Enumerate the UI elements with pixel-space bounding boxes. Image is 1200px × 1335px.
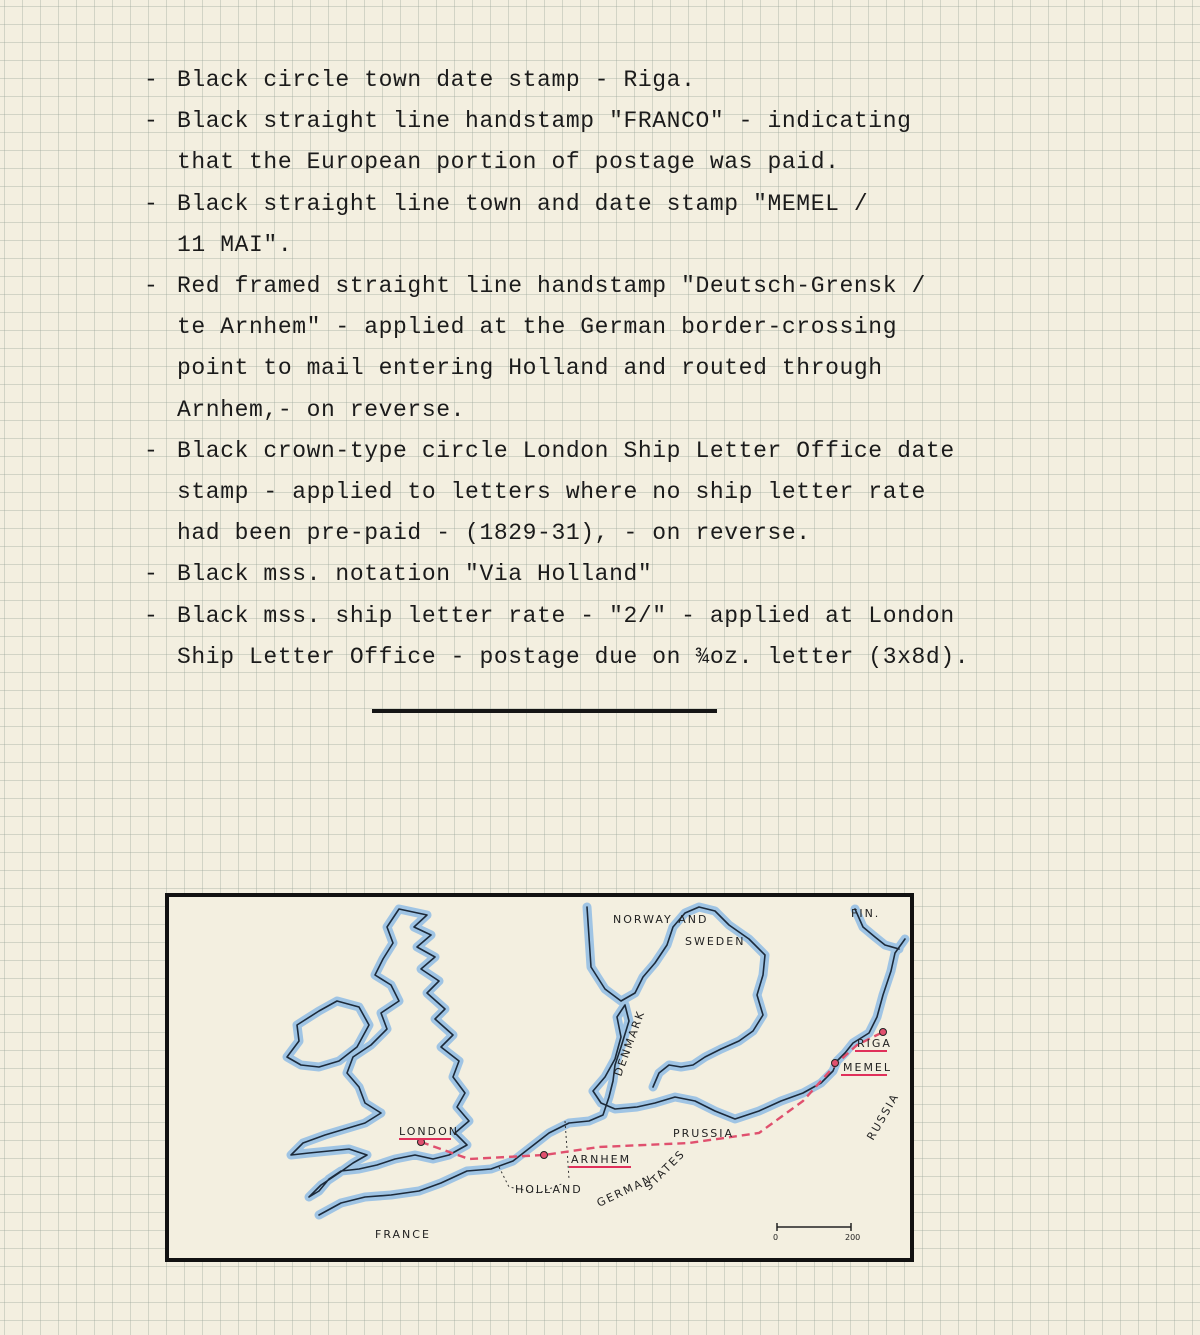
note-line: Black mss. ship letter rate - "2/" - applied at London bbox=[177, 602, 955, 629]
note-bullet: - bbox=[144, 67, 159, 93]
label-arnhem: ARNHEM bbox=[571, 1153, 632, 1166]
label-russia: RUSSIA bbox=[864, 1090, 902, 1143]
note-line: te Arnhem" - applied at the German border-crossing bbox=[177, 314, 898, 341]
note-line: Arnhem,- on reverse. bbox=[177, 396, 466, 423]
label-fin: FIN. bbox=[851, 907, 881, 920]
note-item bbox=[142, 60, 1152, 101]
label-riga: RIGA bbox=[857, 1037, 892, 1050]
note-item bbox=[142, 266, 1152, 431]
mail-route bbox=[421, 1032, 883, 1159]
note-item bbox=[142, 101, 1152, 183]
scale-end-label: 200 bbox=[845, 1233, 861, 1242]
note-line: Black mss. notation "Via Holland" bbox=[177, 561, 653, 588]
note-item bbox=[142, 431, 1152, 555]
note-line: stamp - applied to letters where no ship letter rate bbox=[177, 479, 926, 506]
scale-start-label: 0 bbox=[773, 1233, 779, 1242]
note-item bbox=[142, 184, 1152, 266]
label-holland: HOLLAND bbox=[515, 1183, 583, 1196]
separator-rule bbox=[372, 709, 717, 713]
riga-dot bbox=[880, 1029, 887, 1036]
label-sweden: SWEDEN bbox=[685, 935, 746, 948]
label-france: FRANCE bbox=[375, 1228, 431, 1241]
note-line: Black straight line handstamp "FRANCO" - indicating bbox=[177, 108, 912, 135]
note-bullet: - bbox=[144, 190, 159, 217]
note-line: that the European portion of postage was paid. bbox=[177, 149, 840, 176]
label-london: LONDON bbox=[399, 1125, 459, 1138]
notes-list bbox=[142, 60, 1152, 678]
note-line: Black circle town date stamp - Riga. bbox=[177, 67, 696, 93]
label-denmark: DENMARK bbox=[611, 1008, 648, 1079]
arnhem-dot bbox=[541, 1152, 548, 1159]
note-line: Red framed straight line handstamp "Deutsch-Grensk / bbox=[177, 273, 926, 300]
note-line: Black crown-type circle London Ship Letter Office date bbox=[177, 437, 955, 464]
note-bullet: - bbox=[144, 273, 159, 300]
note-item bbox=[142, 596, 1152, 678]
label-states: STATES bbox=[641, 1147, 689, 1194]
note-bullet: - bbox=[144, 561, 159, 588]
note-line: point to mail entering Holland and routed through bbox=[177, 355, 883, 382]
note-bullet: - bbox=[144, 602, 159, 629]
note-line: had been pre-paid - (1829-31), - on reverse. bbox=[177, 520, 811, 547]
label-memel: MEMEL bbox=[843, 1061, 893, 1074]
label-prussia: PRUSSIA bbox=[673, 1127, 735, 1140]
note-bullet: - bbox=[144, 108, 159, 135]
route-map bbox=[165, 893, 914, 1262]
memel-dot bbox=[832, 1060, 839, 1067]
note-line: Ship Letter Office - postage due on ¾oz. letter (3x8d). bbox=[177, 643, 970, 670]
coast-halo bbox=[287, 907, 905, 1215]
note-line: Black straight line town and date stamp "MEMEL / bbox=[177, 190, 869, 217]
note-item bbox=[142, 554, 1152, 595]
label-norway: NORWAY AND bbox=[613, 913, 709, 926]
label-german: GERMAN bbox=[594, 1172, 655, 1210]
note-line: 11 MAI". bbox=[177, 231, 293, 258]
map-svg bbox=[169, 897, 910, 1258]
note-bullet: - bbox=[144, 437, 159, 464]
